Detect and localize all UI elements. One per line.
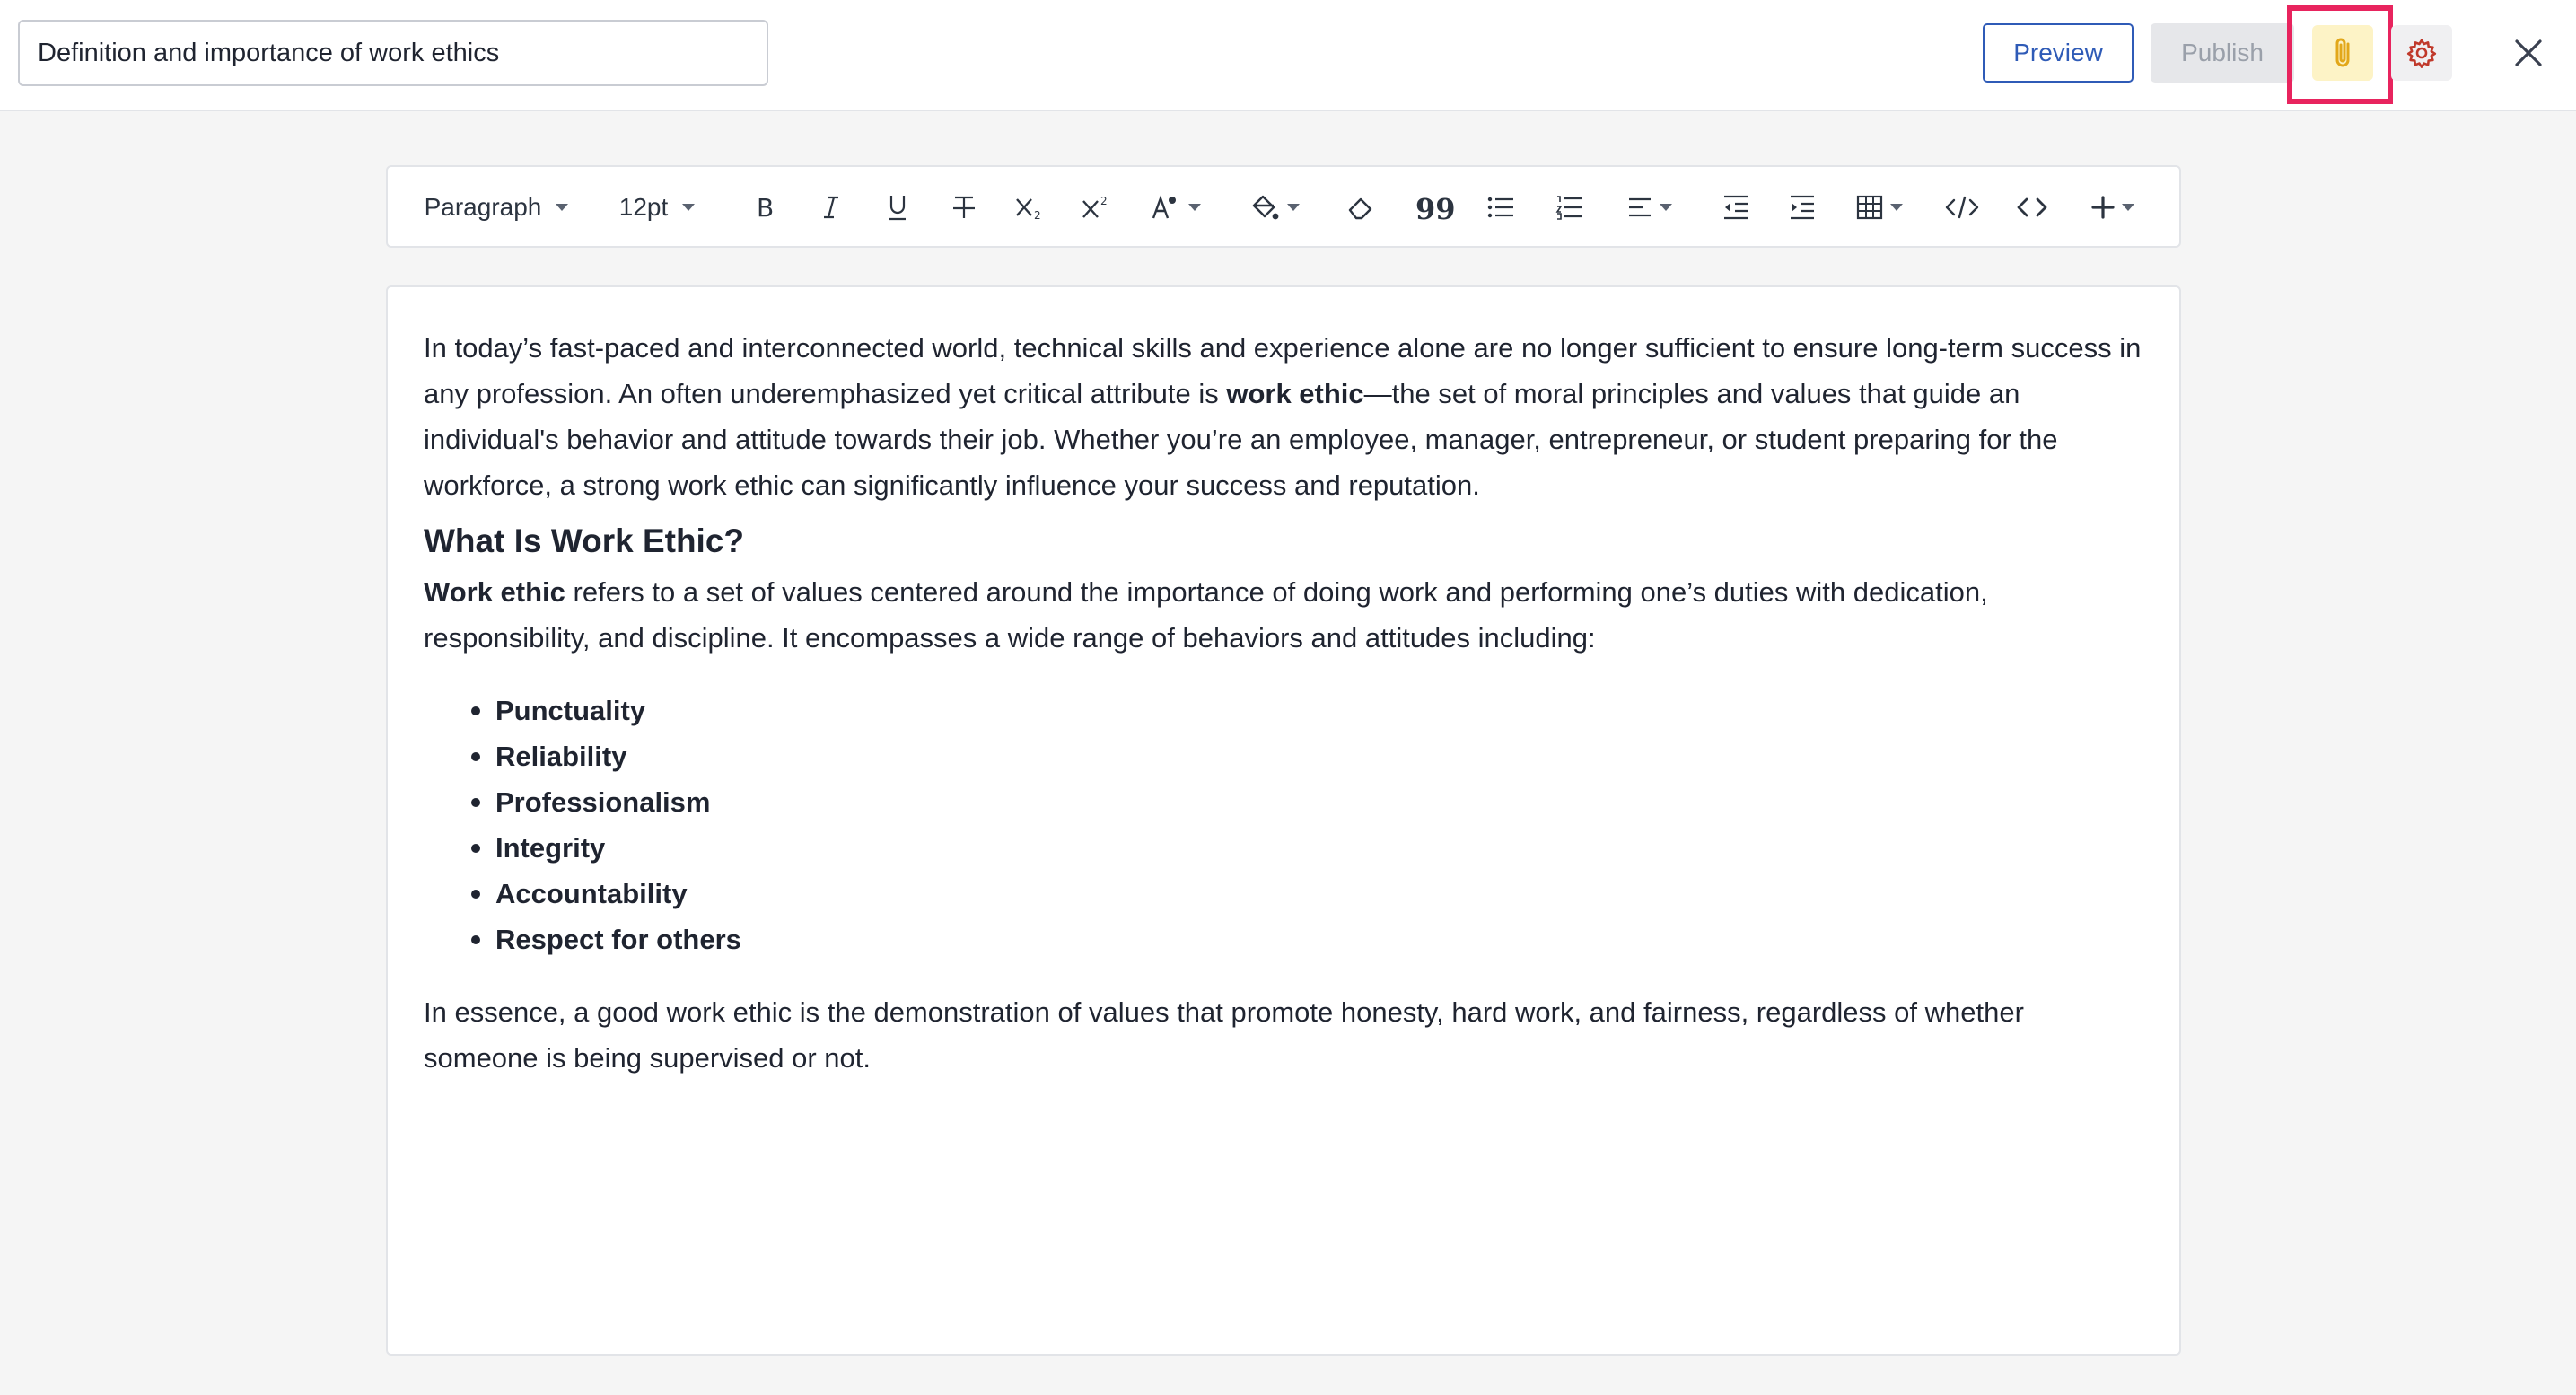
chevron-down-icon: [1660, 204, 1672, 211]
definition-text: refers to a set of values centered around the importance of doing work and performing one’s duties with dedication, responsibility, and discipline. It encompasses a wide range of behaviors and attitudes including:: [424, 576, 1988, 654]
subscript-icon: [1014, 194, 1047, 221]
eraser-icon: [1346, 194, 1375, 221]
superscript-icon: [1081, 194, 1113, 221]
publish-button[interactable]: Publish: [2151, 23, 2294, 83]
blockquote-button[interactable]: [1404, 180, 1458, 235]
intro-text-continued: —the set of moral principles and values that guide an individual's behavior and attitude towards their job. Whether you’re an employee, manager, entrepreneur, or student preparing for the workforce, a strong work ethic can significantly influence your success and reputation.: [424, 378, 2058, 501]
chevron-down-icon: [1287, 204, 1300, 211]
bold-icon: [754, 194, 775, 221]
insert-button[interactable]: [2075, 180, 2151, 235]
page-title-input[interactable]: [18, 20, 768, 86]
text-color-icon: [1151, 194, 1181, 221]
svg-text:2: 2: [1034, 209, 1041, 222]
list-item: Accountability: [460, 871, 2143, 917]
source-code-button[interactable]: [2003, 180, 2061, 235]
table-icon: [1856, 195, 1883, 220]
section-heading: What Is Work Ethic?: [424, 522, 745, 559]
list-item: Respect for others: [460, 917, 2143, 962]
bulleted-list-icon: [1487, 196, 1514, 219]
svg-text:2: 2: [1100, 195, 1108, 207]
close-button[interactable]: [2501, 25, 2556, 81]
italic-icon: [820, 194, 842, 221]
strikethrough-icon: [951, 194, 977, 221]
underline-icon: [886, 193, 909, 222]
align-button[interactable]: [1612, 180, 1687, 235]
block-format-dropdown[interactable]: [413, 180, 580, 235]
closing-paragraph: In essence, a good work ethic is the demonstration of values that promote honesty, hard work, and fairness, regardless of whether someone is being supervised or not.: [424, 996, 2024, 1074]
chevron-down-icon: [1188, 204, 1201, 211]
intro-bold-term: work ethic: [1226, 378, 1364, 409]
embed-code-icon: [1945, 195, 1979, 220]
font-size-label: 12pt: [618, 193, 669, 221]
numbered-list-icon: [1555, 195, 1582, 220]
highlight-color-button[interactable]: [1237, 180, 1312, 235]
subscript-button[interactable]: [1003, 180, 1057, 235]
quote-icon: [1415, 192, 1456, 226]
indent-icon: [1789, 195, 1816, 220]
outdent-icon: [1722, 195, 1749, 220]
plus-icon: [2091, 196, 2115, 219]
svg-text:B: B: [757, 193, 775, 223]
font-size-dropdown[interactable]: [600, 180, 714, 235]
preview-button[interactable]: Preview: [1983, 23, 2134, 83]
outdent-button[interactable]: [1709, 180, 1763, 235]
strikethrough-button[interactable]: [937, 180, 991, 235]
numbered-list-button[interactable]: [1542, 180, 1596, 235]
italic-button[interactable]: [804, 180, 858, 235]
indent-button[interactable]: [1775, 180, 1829, 235]
values-list: [460, 688, 2143, 962]
intro-text: In today’s fast-paced and interconnected world, technical skills and experience alone are no longer sufficient to ensure long-term success in any profession. An often underemphasized yet critical attribute is: [424, 332, 2142, 409]
align-left-icon: [1627, 197, 1652, 218]
list-item: Professionalism: [460, 779, 2143, 825]
intro-paragraph: [424, 325, 2143, 508]
chevron-down-icon: [1890, 204, 1903, 211]
editor-header: [0, 0, 2576, 111]
chevron-down-icon: [682, 204, 695, 211]
definition-bold-term: Work ethic: [424, 576, 565, 608]
gear-icon: [2406, 38, 2437, 68]
chevron-down-icon: [2122, 204, 2134, 211]
list-item: Integrity: [460, 825, 2143, 871]
svg-text:99: 99: [1415, 192, 1456, 226]
bulleted-list-button[interactable]: [1474, 180, 1528, 235]
clear-format-button[interactable]: [1334, 180, 1388, 235]
paint-bucket-icon: [1249, 193, 1280, 222]
paperclip-icon: [2331, 36, 2354, 70]
source-code-icon: [2017, 195, 2047, 220]
chevron-down-icon: [556, 204, 568, 211]
definition-paragraph: [424, 569, 2143, 661]
text-color-button[interactable]: [1138, 180, 1214, 235]
rich-text-editor[interactable]: [386, 285, 2181, 1356]
bold-button[interactable]: [738, 180, 792, 235]
list-item: Reliability: [460, 733, 2143, 779]
underline-button[interactable]: [871, 180, 924, 235]
close-icon: [2514, 39, 2543, 67]
list-item: Punctuality: [460, 688, 2143, 733]
block-format-label: Paragraph: [424, 193, 542, 221]
settings-button[interactable]: [2391, 25, 2452, 81]
formatting-toolbar: [386, 165, 2181, 248]
superscript-button[interactable]: [1070, 180, 1124, 235]
attachment-button[interactable]: [2312, 25, 2373, 81]
table-button[interactable]: [1842, 180, 1917, 235]
embed-button[interactable]: [1933, 180, 1991, 235]
